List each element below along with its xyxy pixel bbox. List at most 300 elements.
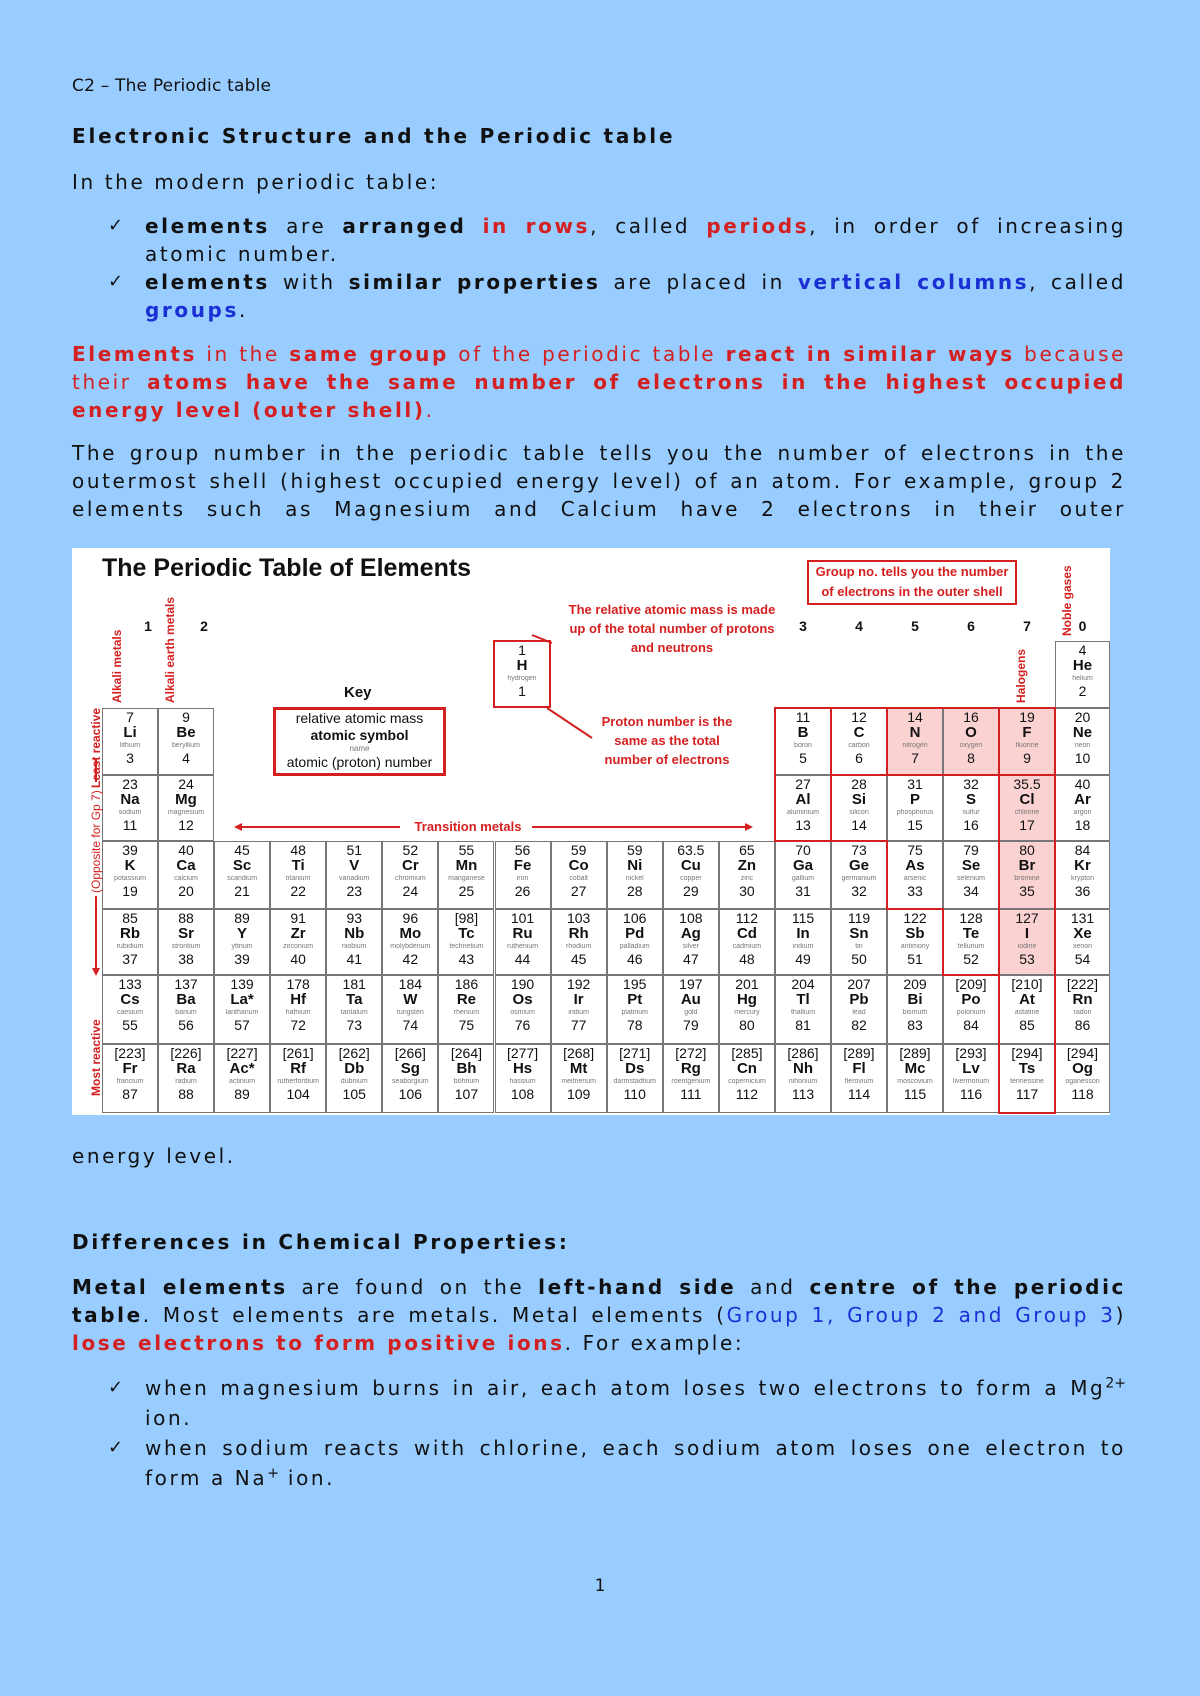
atomic-mass: [226]	[170, 1045, 202, 1061]
atomic-mass: 16	[963, 709, 979, 725]
atomic-number: 32	[851, 883, 867, 899]
atomic-mass: 96	[402, 910, 419, 926]
atomic-number: 23	[346, 883, 363, 899]
atomic-mass: 9	[182, 709, 190, 725]
element-name: dubnium	[340, 1078, 368, 1085]
atomic-mass: [271]	[619, 1045, 651, 1061]
proton-number-note: Proton number is the same as the total number of electrons	[601, 714, 733, 767]
transition-metals-label: Transition metals	[408, 817, 528, 836]
atomic-symbol: Tl	[796, 991, 810, 1008]
element-name: bromine	[1014, 875, 1040, 882]
atomic-mass: [294]	[1066, 1045, 1099, 1061]
section-heading-chemical-properties: Differences in Chemical Properties:	[72, 1230, 570, 1254]
atomic-mass: 73	[851, 842, 867, 858]
element-name: yttrium	[231, 943, 253, 950]
element-name: lithium	[119, 742, 141, 749]
atomic-mass: [285]	[731, 1045, 763, 1061]
atomic-symbol: Ru	[512, 925, 533, 942]
atomic-number: 46	[626, 951, 643, 967]
atomic-number: 42	[402, 951, 419, 967]
atomic-symbol: Li	[123, 724, 137, 741]
atomic-symbol: Rf	[290, 1060, 307, 1077]
atomic-number: 2	[1078, 683, 1087, 699]
atomic-symbol: Au	[680, 991, 701, 1008]
element-name: nihonium	[788, 1078, 818, 1085]
element-name: antimony	[900, 943, 930, 950]
atomic-number: 35	[1019, 883, 1035, 899]
element-name: rhodium	[565, 943, 592, 950]
atomic-symbol: H	[516, 657, 528, 674]
group-number: 3	[799, 618, 807, 634]
element-name: moscovium	[897, 1078, 933, 1085]
atomic-mass: [289]	[899, 1045, 931, 1061]
atomic-number: 19	[122, 883, 138, 899]
atomic-number: 81	[795, 1017, 811, 1033]
atomic-symbol: In	[796, 925, 810, 942]
element-name: niobium	[341, 943, 367, 950]
atomic-number: 54	[1074, 951, 1091, 967]
atomic-number: 29	[683, 883, 699, 899]
ion-examples-list	[72, 1373, 1126, 1493]
energy-level-text: energy level.	[72, 1144, 236, 1168]
atomic-number: 82	[851, 1017, 867, 1033]
atomic-symbol: Db	[344, 1060, 365, 1077]
atomic-mass: [268]	[563, 1045, 595, 1061]
atomic-symbol: Cd	[736, 925, 757, 942]
atomic-mass: 70	[795, 842, 811, 858]
atomic-number: 84	[963, 1017, 979, 1033]
atomic-number: 37	[122, 951, 138, 967]
key-mass: relative atomic mass	[295, 710, 424, 726]
atomic-number: 73	[346, 1017, 363, 1033]
atomic-mass: 27	[795, 776, 811, 792]
atomic-symbol: Br	[1018, 857, 1036, 874]
element-name: carbon	[848, 742, 870, 749]
atomic-mass: 51	[346, 842, 363, 858]
check-icon: ✓	[108, 1437, 124, 1458]
atomic-number: 17	[1019, 817, 1035, 833]
periodic-table-figure	[72, 548, 1110, 1115]
element-name: astatine	[1014, 1009, 1040, 1016]
atomic-mass: 45	[234, 842, 250, 858]
atomic-mass: [266]	[394, 1045, 426, 1061]
atomic-number: 79	[683, 1017, 699, 1033]
atomic-symbol: Nb	[344, 925, 365, 942]
atomic-mass: 192	[566, 976, 591, 992]
atomic-number: 118	[1071, 1086, 1094, 1102]
atomic-symbol: Pt	[627, 991, 643, 1008]
element-name: ruthenium	[506, 943, 539, 950]
element-name: zirconium	[283, 943, 314, 950]
element-name: cobalt	[569, 875, 588, 882]
atomic-symbol: Cs	[120, 991, 140, 1008]
atomic-number: 5	[799, 750, 807, 766]
alkali-earth-metals-label: Alkali earth metals	[163, 596, 177, 703]
atomic-symbol: Pd	[625, 925, 645, 942]
atomic-mass: 31	[907, 776, 923, 792]
atomic-symbol: Lv	[962, 1060, 980, 1077]
atomic-symbol: Cu	[680, 857, 701, 874]
page-number: 1	[594, 1576, 606, 1596]
atomic-number: 50	[851, 951, 867, 967]
element-name: sodium	[118, 809, 142, 816]
element-name: tennessine	[1010, 1078, 1044, 1085]
atomic-symbol: Os	[512, 991, 533, 1008]
atomic-mass: 56	[514, 842, 531, 858]
atomic-mass: [277]	[506, 1045, 539, 1061]
atomic-mass: 106	[623, 910, 647, 926]
element-name: seaborgium	[392, 1078, 429, 1085]
atomic-mass: 119	[847, 910, 871, 926]
element-name: osmium	[510, 1009, 535, 1016]
element-name: hydrogen	[507, 675, 537, 682]
atomic-number: 86	[1074, 1017, 1091, 1033]
atomic-number: 4	[182, 750, 190, 766]
element-name: silicon	[849, 809, 869, 816]
element-name: xenon	[1072, 943, 1093, 950]
atomic-symbol: N	[909, 724, 921, 741]
element-name: iron	[516, 875, 529, 882]
element-name: barium	[175, 1009, 197, 1016]
element-name: polonium	[956, 1009, 986, 1016]
metal-elements-paragraph: Metal elements are found on the left-hand side and centre of the periodic table. Most elements are metals. Metal elements (Group 1, Group 2 and Group 3) lose electrons to form positive ions. For example:	[72, 1275, 1126, 1355]
atomic-symbol: Ra	[176, 1060, 196, 1077]
atomic-mass: 190	[510, 976, 535, 992]
element-name: rutherfordium	[277, 1078, 319, 1085]
key-symbol: atomic symbol	[310, 727, 409, 743]
atomic-symbol: At	[1019, 991, 1035, 1008]
atomic-symbol: C	[853, 724, 865, 741]
atomic-mass: 133	[118, 976, 142, 992]
atomic-number: 27	[570, 883, 587, 899]
atomic-mass: 139	[230, 976, 254, 992]
element-name: mercury	[734, 1009, 760, 1016]
atomic-mass: 35.5	[1013, 776, 1041, 792]
element-name: roentgenium	[671, 1078, 711, 1085]
atomic-symbol: Bi	[907, 991, 923, 1008]
atomic-symbol: Og	[1072, 1060, 1093, 1077]
atomic-symbol: Y	[237, 925, 248, 942]
atomic-symbol: Hg	[736, 991, 757, 1008]
atomic-number: 52	[963, 951, 979, 967]
atomic-number: 78	[626, 1017, 643, 1033]
atomic-symbol: Be	[176, 724, 196, 741]
atomic-number: 108	[510, 1086, 535, 1102]
group-number: 6	[967, 618, 975, 634]
atomic-symbol: Ac*	[229, 1060, 255, 1077]
atomic-number: 43	[458, 951, 475, 967]
atomic-mass: 184	[398, 976, 423, 992]
atomic-number: 9	[1023, 750, 1031, 766]
element-name: strontium	[171, 943, 201, 950]
element-name: flerovium	[844, 1078, 874, 1085]
element-name: oganesson	[1065, 1078, 1100, 1085]
atomic-symbol: Sn	[849, 925, 869, 942]
element-name: lanthanum	[225, 1009, 259, 1016]
group-number: 1	[144, 618, 152, 634]
atomic-mass: 80	[1019, 842, 1035, 858]
atomic-number: 47	[683, 951, 699, 967]
figure-title: The Periodic Table of Elements	[102, 554, 472, 582]
atomic-mass: [98]	[454, 910, 479, 926]
atomic-mass: [261]	[282, 1045, 314, 1061]
element-name: caesium	[116, 1009, 144, 1016]
atomic-mass: 131	[1070, 910, 1095, 926]
atomic-symbol: Ir	[573, 991, 584, 1008]
atomic-symbol: Tc	[458, 925, 475, 942]
atomic-mass: 79	[963, 842, 979, 858]
element-name: darmstadtium	[613, 1078, 656, 1085]
atomic-mass: 24	[178, 776, 194, 792]
atomic-symbol: Sc	[232, 857, 252, 874]
element-name: hafnium	[285, 1009, 311, 1016]
atomic-mass: [264]	[450, 1045, 482, 1061]
atomic-symbol: Ds	[625, 1060, 645, 1077]
atomic-mass: [294]	[1011, 1045, 1043, 1061]
atomic-mass: 52	[402, 842, 419, 858]
atomic-number: 33	[907, 883, 923, 899]
atomic-symbol: Ta	[346, 991, 363, 1008]
element-name: tantalum	[340, 1009, 368, 1016]
atomic-symbol: Ti	[291, 857, 305, 874]
element-name: tellurium	[957, 943, 985, 950]
opposite-label: (Opposite for Gp 7)	[89, 790, 103, 893]
group-number-note: Group no. tells you the number of electrons in the outer shell	[807, 560, 1017, 605]
atomic-symbol: He	[1072, 657, 1093, 674]
atomic-symbol: Hf	[290, 991, 307, 1008]
element-name: platinum	[621, 1009, 648, 1016]
atomic-number: 55	[122, 1017, 138, 1033]
element-name: radium	[175, 1078, 197, 1085]
element-name: arsenic	[903, 875, 927, 882]
atomic-mass: 209	[903, 976, 927, 992]
element-name: nitrogen	[902, 742, 928, 749]
element-name: tungsten	[396, 1009, 424, 1016]
element-name: copper	[680, 875, 702, 882]
atomic-mass: 89	[234, 910, 250, 926]
atomic-symbol: Ge	[848, 857, 869, 874]
check-icon: ✓	[108, 271, 124, 292]
element-name: titanium	[285, 875, 311, 882]
element-name: iridium	[568, 1009, 589, 1016]
atomic-mass: 7	[126, 709, 134, 725]
atomic-symbol: S	[965, 791, 976, 808]
atomic-number: 28	[626, 883, 643, 899]
atomic-number: 25	[458, 883, 475, 899]
atomic-number: 15	[907, 817, 923, 833]
atomic-mass: [222]	[1066, 976, 1099, 992]
atomic-symbol: Sg	[400, 1060, 420, 1077]
atomic-number: 40	[290, 951, 306, 967]
atomic-symbol: Po	[961, 991, 981, 1008]
atomic-symbol: Cr	[402, 857, 419, 874]
rows-columns-list	[72, 212, 1126, 324]
atomic-mass: [227]	[226, 1045, 258, 1061]
atomic-symbol: Rn	[1072, 991, 1093, 1008]
atomic-number: 88	[178, 1086, 194, 1102]
atomic-mass: 201	[735, 976, 759, 992]
atomic-mass: 112	[735, 910, 759, 926]
key-label: Key	[344, 684, 372, 701]
atomic-mass: [209]	[955, 976, 987, 992]
halogens-label: Halogens	[1014, 648, 1028, 703]
atomic-mass: 59	[626, 842, 643, 858]
element-name: silver	[682, 943, 700, 950]
element-name: potassium	[114, 875, 146, 882]
atomic-number: 110	[623, 1086, 646, 1102]
element-name: lead	[852, 1009, 866, 1016]
element-name: iodine	[1017, 943, 1037, 950]
atomic-number: 76	[514, 1017, 531, 1033]
atomic-mass: 20	[1074, 709, 1091, 725]
element-name: thallium	[790, 1009, 816, 1016]
element-name: gold	[684, 1009, 698, 1016]
atomic-symbol: P	[909, 791, 920, 808]
atomic-symbol: Ni	[627, 857, 643, 874]
element-name: scandium	[227, 875, 258, 882]
group-number: 7	[1023, 618, 1031, 634]
element-name: gallium	[791, 875, 815, 882]
atomic-mass: 195	[623, 976, 647, 992]
intro-text: In the modern periodic table:	[72, 170, 440, 194]
atomic-mass: 122	[903, 910, 927, 926]
least-reactive-label: Least reactive	[89, 707, 103, 788]
element-name: technetium	[449, 943, 484, 950]
element-name: sulfur	[962, 809, 980, 816]
element-name: manganese	[448, 875, 485, 882]
element-name: boron	[794, 742, 812, 749]
atomic-symbol: Rg	[680, 1060, 701, 1077]
atomic-symbol: Mn	[455, 857, 478, 874]
atomic-number: 20	[178, 883, 194, 899]
section-heading-electronic-structure: Electronic Structure and the Periodic table	[72, 124, 676, 148]
atomic-number: 16	[963, 817, 979, 833]
atomic-mass: 178	[286, 976, 310, 992]
atomic-symbol: Cl	[1019, 791, 1035, 808]
element-name: argon	[1073, 809, 1092, 816]
atomic-symbol: Hs	[512, 1060, 533, 1077]
atomic-mass: 127	[1015, 910, 1039, 926]
atomic-symbol: Co	[568, 857, 589, 874]
atomic-number: 1	[518, 683, 526, 699]
atomic-number: 45	[570, 951, 587, 967]
atomic-number: 107	[454, 1086, 479, 1102]
atomic-mass: 204	[791, 976, 815, 992]
atomic-mass: 101	[510, 910, 535, 926]
atomic-number: 34	[963, 883, 979, 899]
atomic-symbol: Si	[851, 791, 867, 808]
atomic-number: 48	[739, 951, 755, 967]
atomic-mass: 32	[963, 776, 979, 792]
atomic-mass: 115	[791, 910, 815, 926]
atomic-number: 24	[402, 883, 419, 899]
atomic-mass: 108	[679, 910, 703, 926]
atomic-number: 12	[178, 817, 194, 833]
element-name: hassium	[509, 1078, 536, 1085]
atomic-symbol: Sb	[905, 925, 925, 942]
atomic-number: 11	[122, 817, 138, 833]
element-name: copernicium	[728, 1078, 766, 1085]
atomic-number: 75	[458, 1017, 475, 1033]
element-name: oxygen	[959, 742, 983, 749]
group-number: 4	[855, 618, 863, 634]
atomic-symbol: Rh	[568, 925, 589, 942]
element-name: beryllium	[171, 742, 200, 749]
element-name: cadmium	[732, 943, 762, 950]
atomic-mass: 181	[342, 976, 366, 992]
atomic-symbol: Pb	[849, 991, 869, 1008]
element-name: chlorine	[1014, 809, 1040, 816]
atomic-symbol: B	[797, 724, 809, 741]
atomic-symbol: Al	[795, 791, 811, 808]
group-number: 2	[200, 618, 208, 634]
atomic-symbol: V	[349, 857, 360, 874]
atomic-mass: 75	[907, 842, 923, 858]
atomic-mass: 12	[851, 709, 867, 725]
atomic-symbol: Zn	[737, 857, 757, 874]
atomic-number: 44	[514, 951, 531, 967]
atomic-symbol: Bh	[456, 1060, 477, 1077]
group-number-paragraph: The group number in the periodic table tells you the number of electrons in the outermost shell (highest occupied energy level) of an atom. For example, group 2 elements such as Magnesium and Calcium have 2 electrons in their outer	[72, 441, 1126, 521]
atomic-symbol: Ne	[1072, 724, 1093, 741]
atomic-number: 89	[234, 1086, 250, 1102]
element-name: chromium	[394, 875, 426, 882]
atomic-number: 36	[1074, 883, 1091, 899]
element-name: meitnerium	[561, 1078, 596, 1085]
atomic-number: 83	[907, 1017, 923, 1033]
atomic-number: 109	[566, 1086, 591, 1102]
element-name: phosphorus	[896, 809, 934, 816]
element-name: francium	[116, 1078, 144, 1085]
atomic-symbol: As	[905, 857, 925, 874]
atomic-number: 117	[1015, 1086, 1039, 1102]
atomic-number: 13	[795, 817, 811, 833]
key-name: name	[349, 744, 370, 753]
atomic-mass: 39	[122, 842, 138, 858]
atomic-mass: 137	[174, 976, 198, 992]
atomic-number: 56	[178, 1017, 194, 1033]
atomic-number: 18	[1074, 817, 1091, 833]
atomic-symbol: O	[965, 724, 977, 741]
element-name: actinium	[229, 1078, 256, 1085]
key-number: atomic (proton) number	[286, 754, 433, 770]
list-item: ✓ when magnesium burns in air, each atom loses two electrons to form a $Mg^{2+}$ ion.	[72, 1373, 1126, 1433]
atomic-symbol: Te	[962, 925, 980, 942]
atomic-mass: 48	[290, 842, 306, 858]
atomic-symbol: Re	[456, 991, 477, 1008]
atomic-number: 74	[402, 1017, 419, 1033]
atomic-number: 41	[346, 951, 363, 967]
atomic-number: 38	[178, 951, 194, 967]
atomic-symbol: Sr	[178, 925, 194, 942]
element-name: bohrium	[453, 1078, 480, 1085]
atomic-number: 72	[290, 1017, 306, 1033]
atomic-mass: 128	[959, 910, 983, 926]
atomic-number: 104	[286, 1086, 310, 1102]
atomic-mass: 59	[570, 842, 587, 858]
atomic-symbol: Xe	[1073, 925, 1092, 942]
most-reactive-label: Most reactive	[89, 1019, 103, 1096]
atomic-symbol: I	[1024, 925, 1030, 942]
atomic-symbol: Mt	[569, 1060, 588, 1077]
atomic-mass: 85	[122, 910, 138, 926]
check-icon: ✓	[108, 1377, 124, 1398]
element-name: neon	[1074, 742, 1091, 749]
element-name: calcium	[174, 875, 198, 882]
element-name: krypton	[1071, 875, 1094, 882]
atomic-number: 21	[234, 883, 250, 899]
atomic-number: 116	[959, 1086, 983, 1102]
